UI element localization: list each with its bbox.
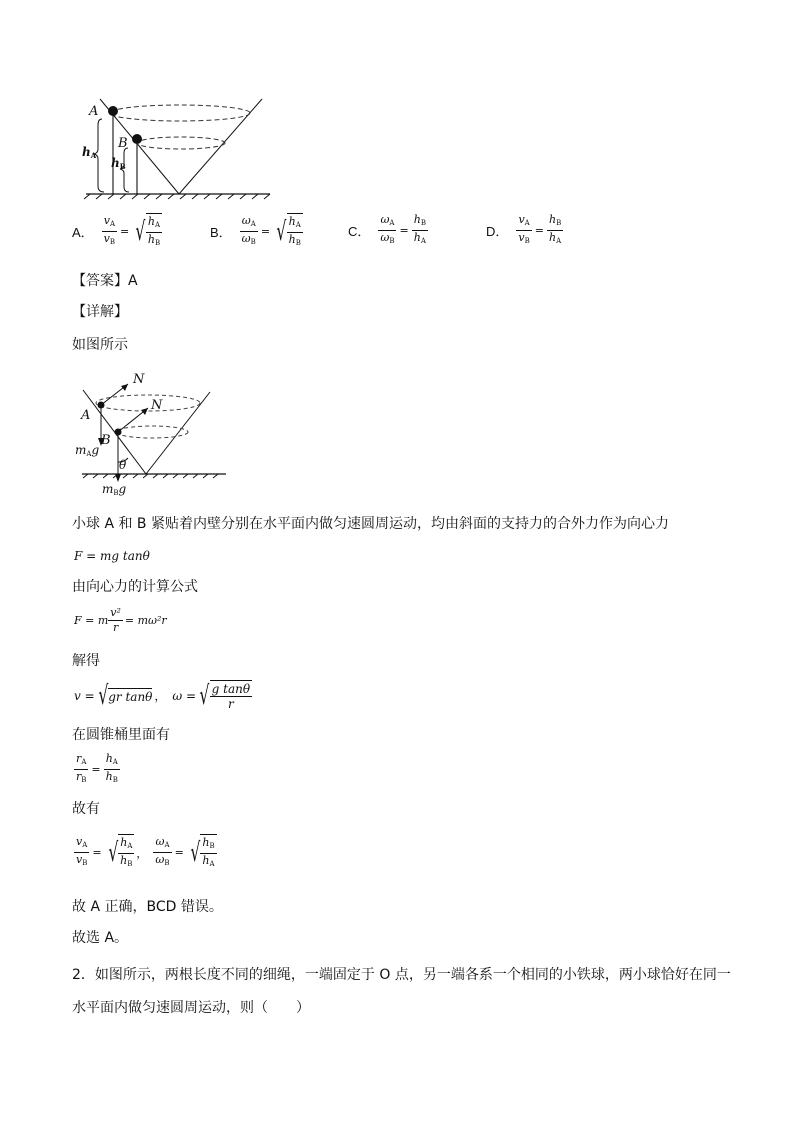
formula-centripetal: F = m $\frac{\text{v²}}{r}$ = mω²r (74, 606, 167, 634)
fig2-label-mb-g: $m_Bg$ (102, 482, 127, 497)
question-2-line-1: 2．如图所示，两根长度不同的细绳，一端固定于 O 点，另一端各系一个相同的小铁球，两小球恰好在同一 (72, 967, 731, 983)
paragraph-conclusion: 故 A 正确，BCD 错误。 (72, 899, 223, 915)
fig1-label-ha: $h_A$ (82, 145, 97, 160)
fig2-label-n-mid: N (151, 398, 163, 413)
fig2-label-theta: θ (119, 458, 127, 472)
fig1-label-b: B (118, 136, 128, 151)
formula-ratio-r-h: $\frac{r_A}{r_B}$ = $\frac{h_A}{h_B}$ (76, 752, 118, 784)
figure-cone-heights (78, 95, 278, 200)
paragraph-centripetal: 小球 A 和 B 紧贴着内壁分别在水平面内做匀速圆周运动，均由斜面的支持力的合外力作为向心力 (72, 516, 669, 532)
explain-heading: 【详解】 (72, 304, 128, 320)
fig1-label-hb: $h_B$ (111, 156, 126, 171)
formula-result: $\frac{v_A}{v_B}$ = √ $\frac{h_A}{h_B}$ ， $\frac{\omega_A}{\omega_B}$ = √ $\frac{h_B}{h_A}$ (74, 834, 217, 871)
as-shown-text: 如图所示 (72, 337, 128, 353)
fig2-label-a: A (81, 408, 91, 423)
option-b: B． $\frac{\omega_A}{\omega_B}$ = √ $\frac{h_A}{h_B}$ (210, 213, 303, 250)
answer-line: 【答案】A (72, 273, 138, 289)
formula-v-omega: v = √ gr tanθ ， ω = √ $\frac{\text{g tanθ}}{r}$ (74, 680, 251, 711)
paragraph-therefore: 故有 (72, 801, 100, 817)
fig2-label-n-top: N (133, 372, 145, 387)
paragraph-formula-intro: 由向心力的计算公式 (72, 579, 198, 595)
fig1-label-a: A (89, 104, 99, 119)
option-c: C． $\frac{\omega_A}{\omega_B}$ = $\frac{h_B}{h_A}$ (348, 213, 426, 245)
option-a: A． $\frac{v_A}{v_B}$ = √ $\frac{h_A}{h_B}$ (72, 213, 162, 250)
paragraph-solve: 解得 (72, 653, 100, 669)
option-d: D． $\frac{v_A}{v_B}$ = $\frac{h_B}{h_A}$ (486, 213, 562, 245)
paragraph-choose: 故选 A。 (72, 930, 129, 946)
fig2-label-ma-g: $m_Ag$ (75, 443, 100, 458)
question-2-line-2: 水平面内做匀速圆周运动，则（ ） (72, 1000, 310, 1016)
formula-f-mg-tan: F = mg tanθ (74, 549, 150, 563)
paragraph-cone: 在圆锥桶里面有 (72, 727, 170, 743)
fig2-label-b: B (101, 433, 111, 448)
